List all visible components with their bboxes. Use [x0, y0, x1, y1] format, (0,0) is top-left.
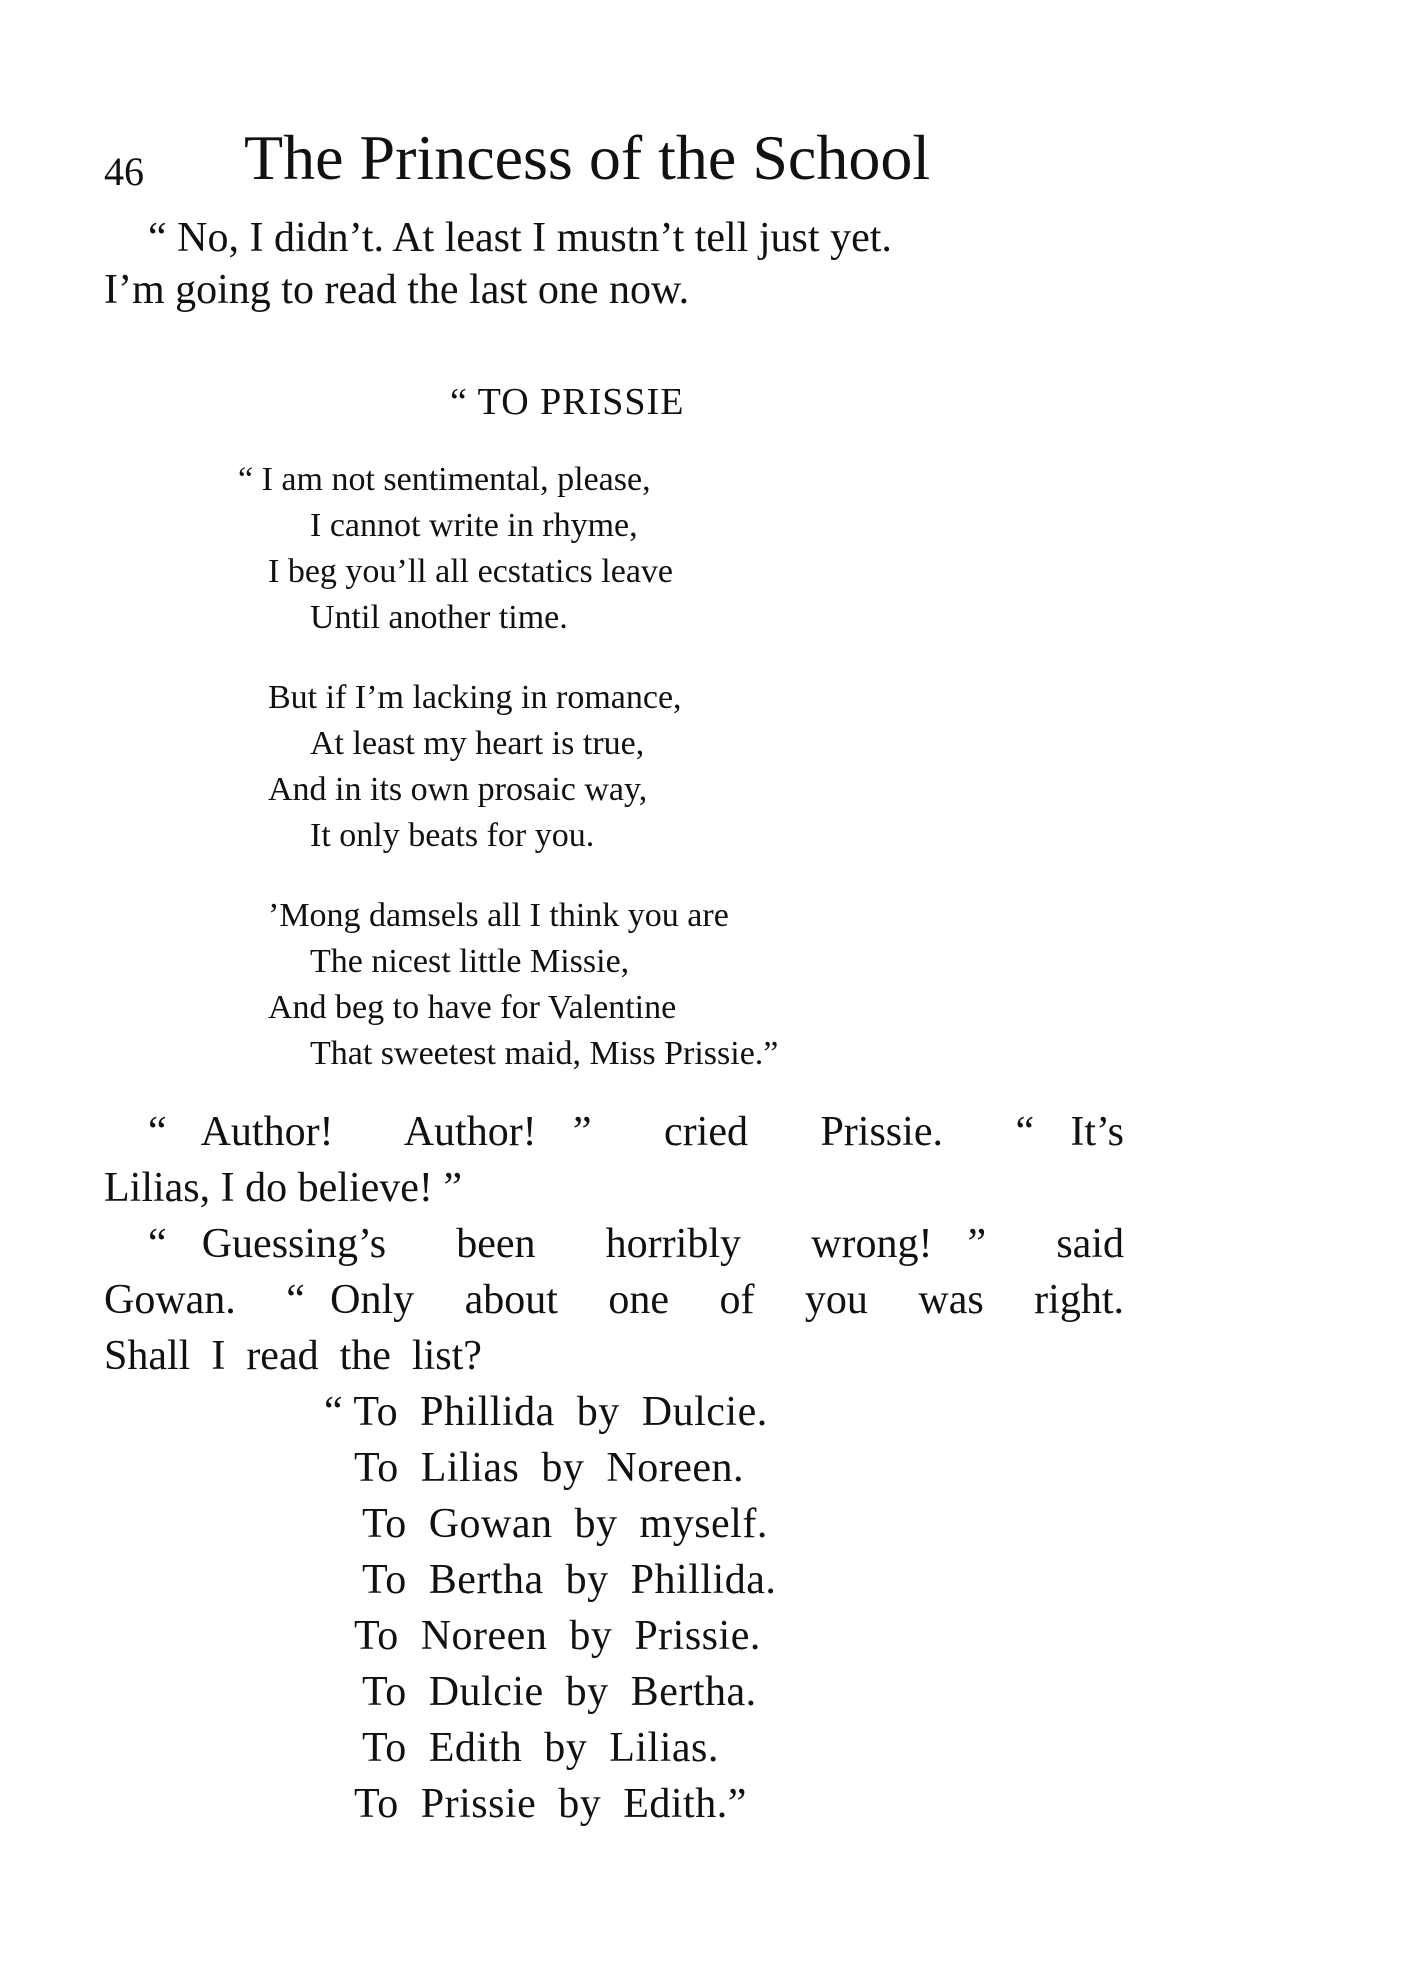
- dialogue-line: “ Author! Author! ” cried Prissie. “ It’s: [148, 1109, 1124, 1155]
- list-item: To Bertha by Phillida.: [362, 1557, 777, 1603]
- dialogue-line: “ Guessing’s been horribly wrong! ” said: [148, 1221, 1124, 1267]
- page-header: [104, 118, 1124, 208]
- poem-line: “ I am not sentimental, please,: [238, 461, 651, 498]
- dialogue-line: Lilias, I do believe! ”: [104, 1165, 463, 1211]
- list-item: “ To Phillida by Dulcie.: [324, 1389, 768, 1435]
- poem-title: “ TO PRISSIE: [450, 381, 685, 423]
- opening-line-2: I’m going to read the last one now.: [104, 267, 690, 313]
- poem-line: That sweetest maid, Miss Prissie.”: [310, 1035, 779, 1072]
- list-item: To Edith by Lilias.: [362, 1725, 719, 1771]
- poem-line: The nicest little Missie,: [310, 943, 630, 980]
- dialogue-line: Shall I read the list?: [104, 1333, 482, 1379]
- poem-line: Until another time.: [310, 599, 568, 636]
- list-item: To Prissie by Edith.”: [354, 1781, 747, 1827]
- poem-line: I beg you’ll all ecstatics leave: [268, 553, 673, 590]
- poem-line: At least my heart is true,: [310, 725, 645, 762]
- list-item: To Gowan by myself.: [362, 1501, 768, 1547]
- poem-line: And in its own prosaic way,: [268, 771, 648, 808]
- poem-line: But if I’m lacking in romance,: [268, 679, 682, 716]
- page-number: 46: [104, 149, 144, 194]
- list-item: To Lilias by Noreen.: [354, 1445, 744, 1491]
- list-item: To Noreen by Prissie.: [354, 1613, 761, 1659]
- poem-line: I cannot write in rhyme,: [310, 507, 638, 544]
- poem-line: It only beats for you.: [310, 817, 595, 854]
- poem-line: And beg to have for Valentine: [268, 989, 677, 1026]
- dialogue-line: Gowan. “ Only about one of you was right.: [104, 1277, 1124, 1323]
- running-title: The Princess of the School: [244, 122, 931, 193]
- list-item: To Dulcie by Bertha.: [362, 1669, 757, 1715]
- poem-line: ’Mong damsels all I think you are: [268, 897, 729, 934]
- opening-line-1: “ No, I didn’t. At least I mustn’t tell just yet.: [148, 215, 892, 261]
